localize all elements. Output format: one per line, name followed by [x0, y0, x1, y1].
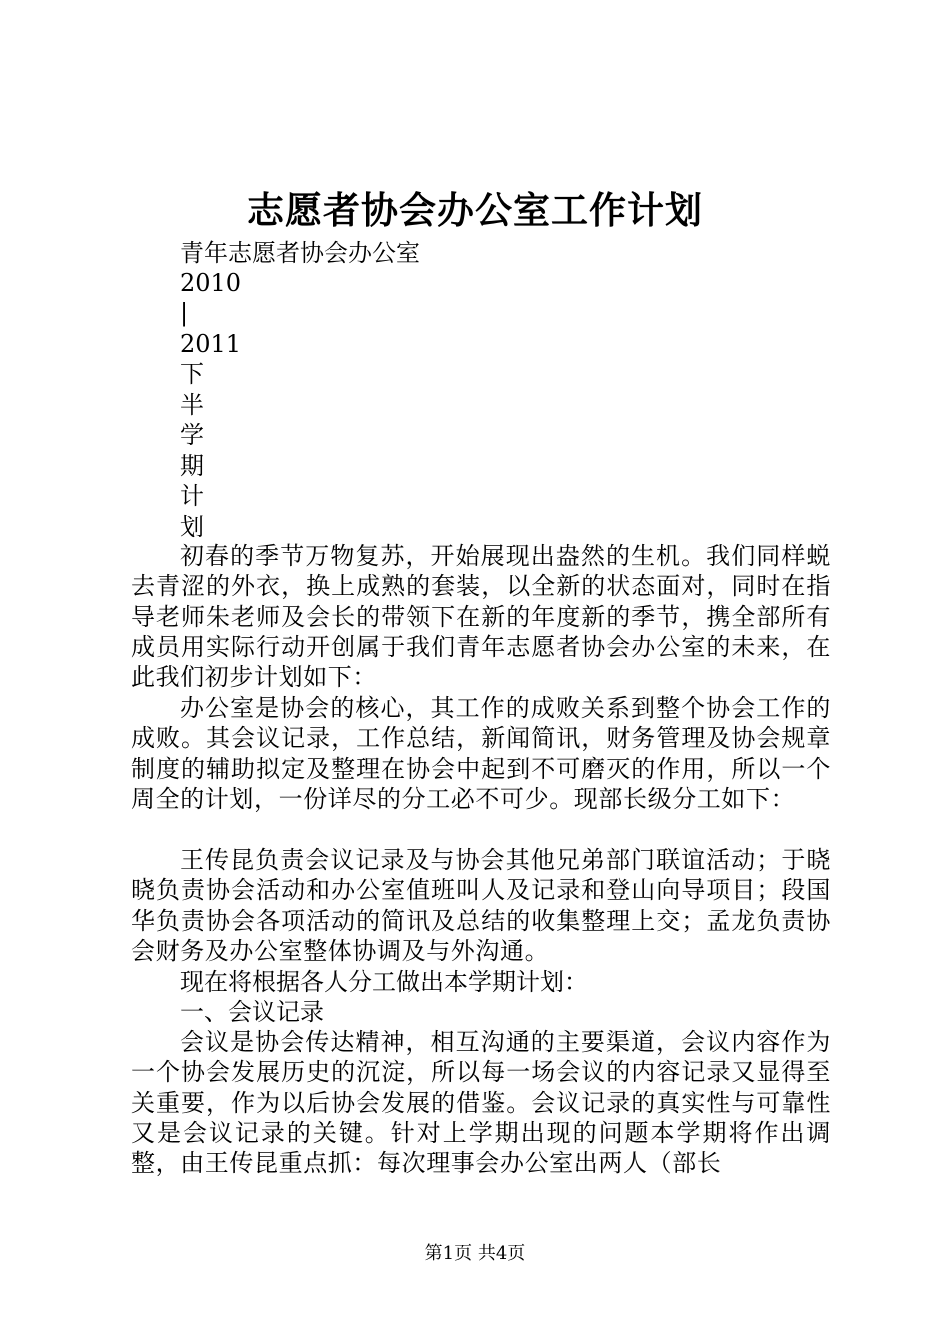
paragraph-plan-intro: 现在将根据各人分工做出本学期计划：: [180, 968, 588, 996]
org-name: 青年志愿者协会办公室: [180, 239, 420, 267]
paragraph-office-role: 办公室是协会的核心，其工作的成败关系到整个协会工作的成败。其会议记录，工作总结，新闻简讯，财务管理及协会规章制度的辅助拟定及整理在协会中起到不可磨灭的作用，所以一个周全的计划，一份详尽的分工必不可少。现部长级分工如下：: [131, 694, 831, 813]
year-start: 2010: [180, 269, 242, 297]
page-footer: 第1页 共4页: [424, 1243, 526, 1264]
paragraph-intro: 初春的季节万物复苏，开始展现出盎然的生机。我们同样蜕去青涩的外衣，换上成熟的套装，以全新的状态面对，同时在指导老师朱老师及会长的带领下在新的年度新的季节，携全部所有成员用实际行动开创属于我们青年志愿者协会办公室的未来，在此我们初步计划如下：: [131, 542, 831, 692]
year-end: 2011: [180, 330, 242, 358]
term-char: 下: [180, 360, 204, 388]
section-heading-meeting: 一、会议记录: [180, 998, 324, 1026]
term-char: 学: [180, 421, 204, 449]
term-char: 计: [180, 482, 204, 510]
document-title: 志愿者协会办公室工作计划: [247, 188, 703, 232]
term-char: 期: [180, 452, 204, 480]
year-separator: |: [180, 299, 189, 327]
paragraph-assignments: 王传昆负责会议记录及与协会其他兄弟部门联谊活动；于晓晓负责协会活动和办公室值班叫人及记录和登山向导项目；段国华负责协会各项活动的简讯及总结的收集整理上交；孟龙负责协会财务及办公室整体协调及与外沟通。: [131, 846, 831, 965]
term-char: 划: [180, 513, 204, 541]
term-char: 半: [180, 391, 204, 419]
paragraph-meeting-records: 会议是协会传达精神，相互沟通的主要渠道，会议内容作为一个协会发展历史的沉淀，所以每一场会议的内容记录又显得至关重要，作为以后协会发展的借鉴。会议记录的真实性与可靠性又是会议记录的关键。针对上学期出现的问题本学期将作出调整，由王传昆重点抓：每次理事会办公室出两人（部长: [131, 1028, 831, 1178]
